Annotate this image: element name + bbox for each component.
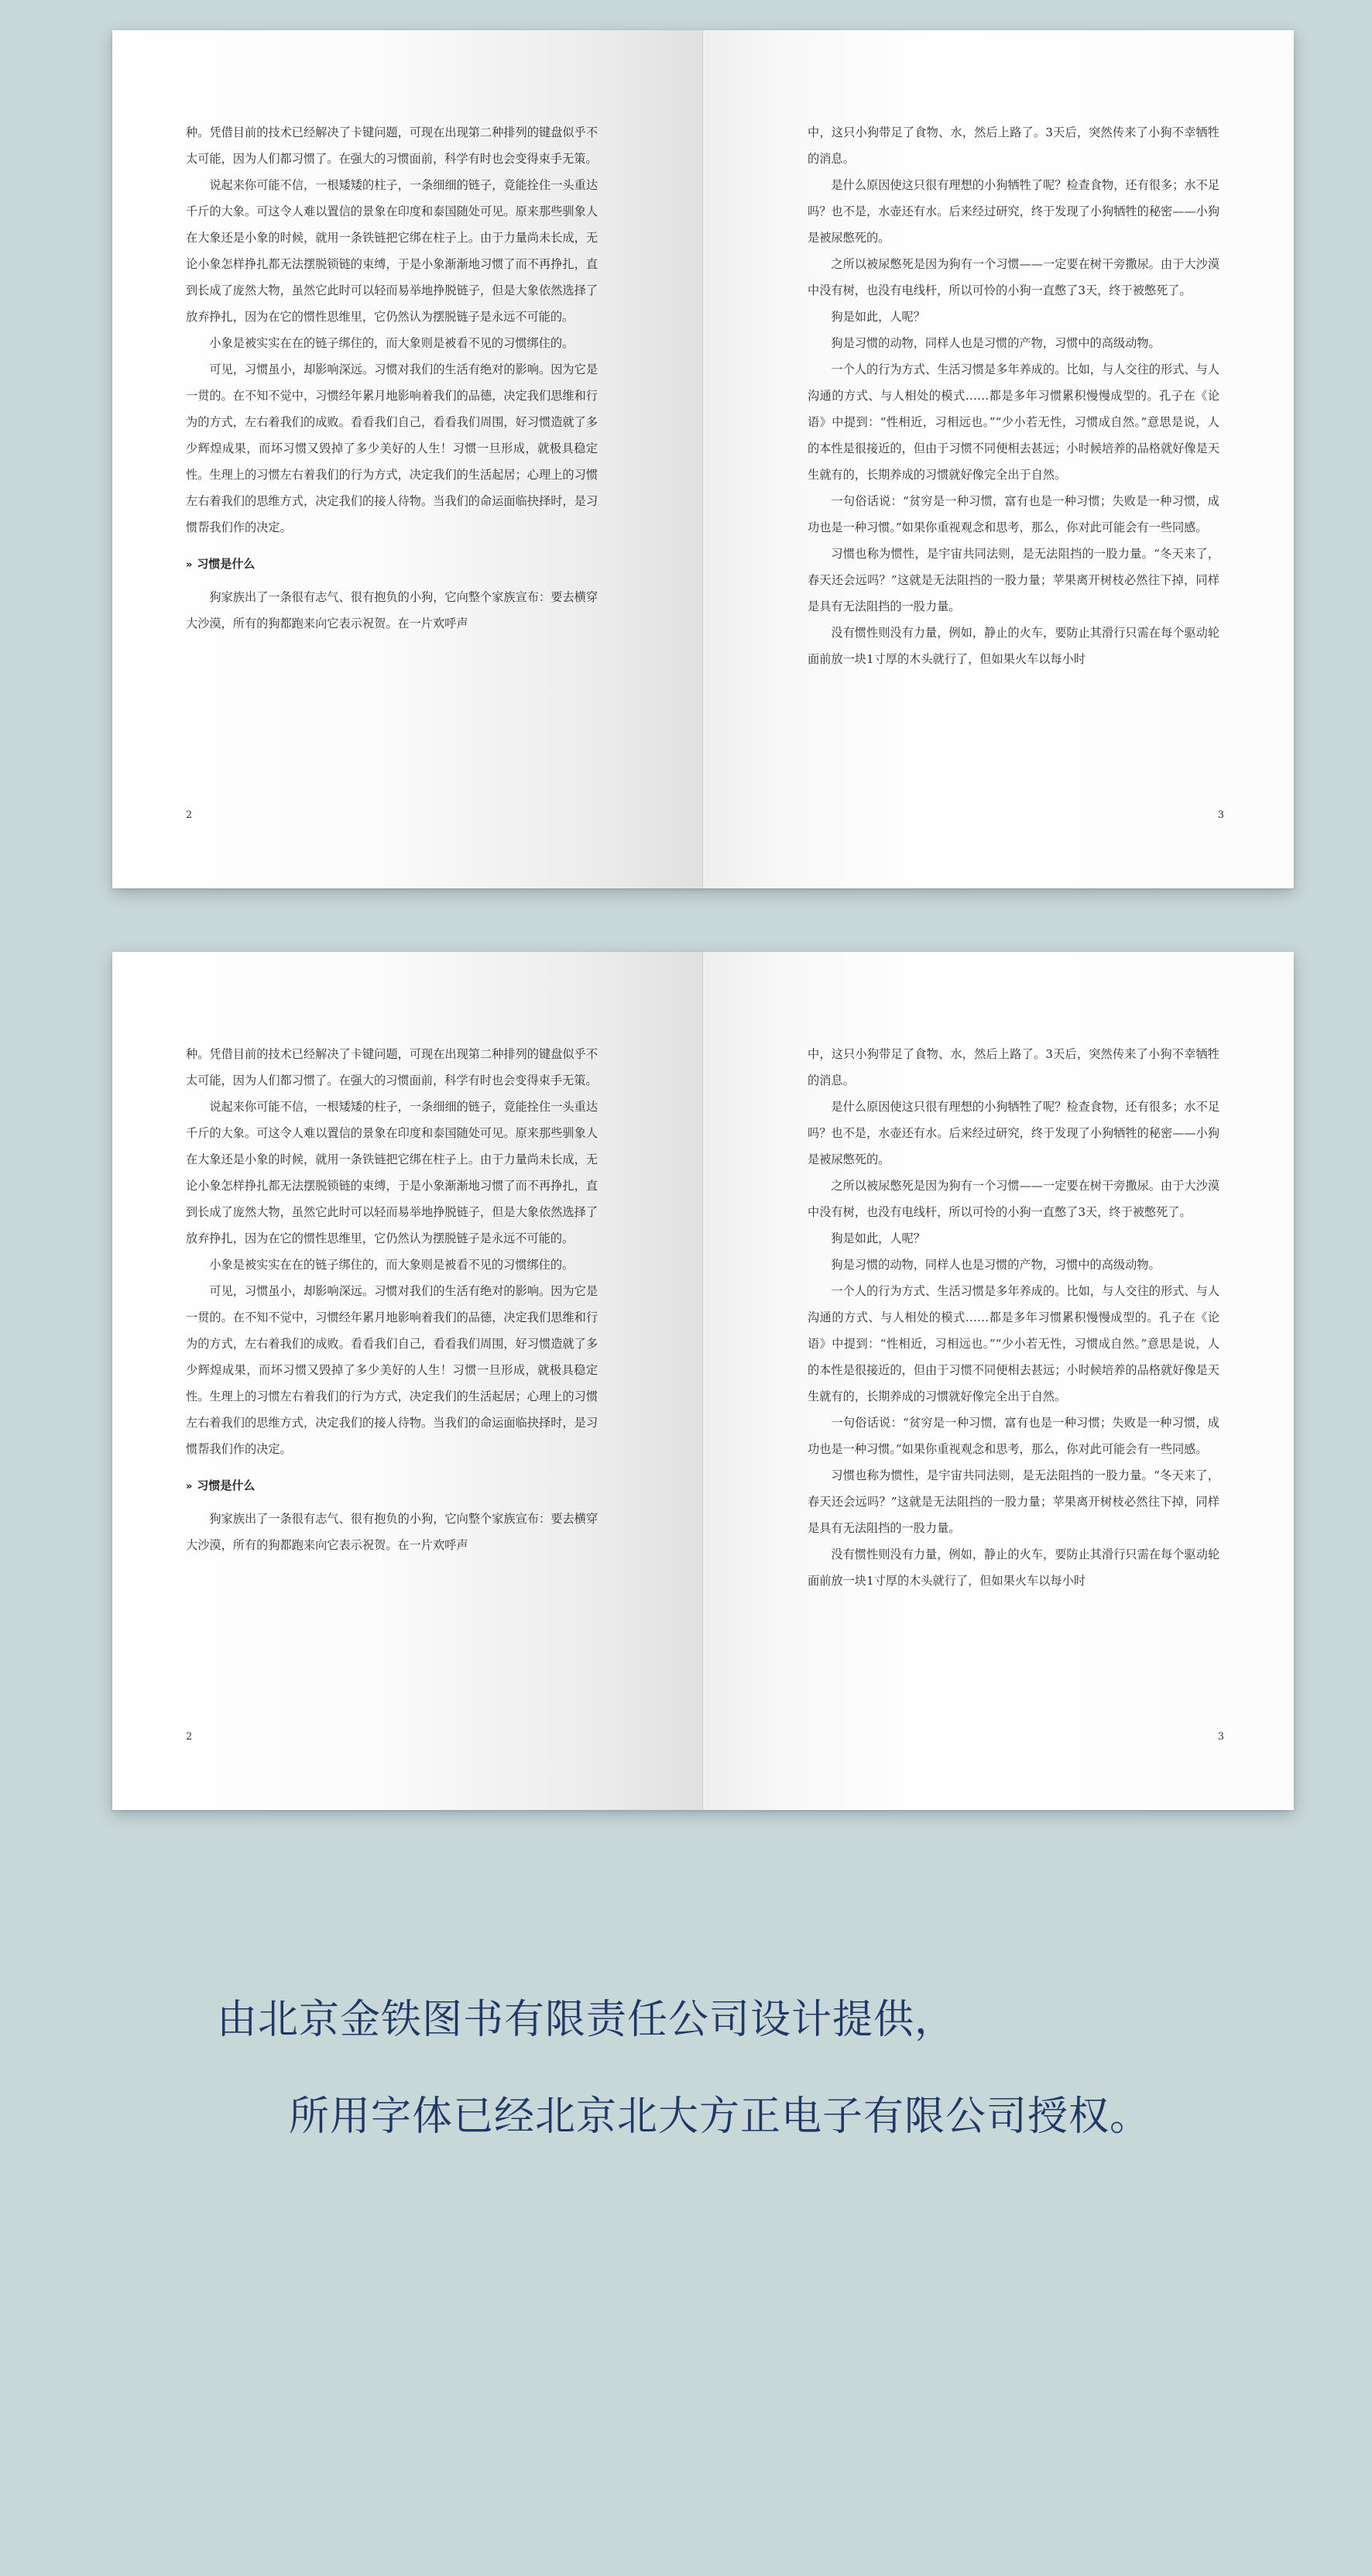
book-spread-top bbox=[112, 30, 1294, 888]
paragraph: 狗家族出了一条很有志气、很有抱负的小狗，它向整个家族宣布：要去横穿大沙漠，所有的狗都跑来向它表示祝贺。在一片欢呼声 bbox=[186, 590, 598, 630]
paragraph: 中，这只小狗带足了食物、水，然后上路了。3天后，突然传来了小狗不幸牺牲的消息。 bbox=[808, 1047, 1219, 1087]
left-page bbox=[112, 952, 703, 1810]
paragraph: 狗是如此，人呢？ bbox=[831, 1231, 925, 1245]
paragraph: 说起来你可能不信，一根矮矮的柱子，一条细细的链子，竟能拴住一头重达千斤的大象。可这令人难以置信的景象在印度和泰国随处可见。原来那些驯象人在大象还是小象的时候，就用一条铁链把它绑在柱子上。由于力量尚未长成，无论小象怎样挣扎都无法摆脱锁链的束缚，于是小象渐渐地习惯了而不再挣扎，直到长成了庞然大物，虽然它此时可以轻而易举地挣脱链子，但是大象依然选择了放弃挣扎，因为在它的惯性思维里，它仍然认为摆脱链子是永远不可能的。 bbox=[186, 1100, 598, 1245]
paragraph: 狗是如此，人呢？ bbox=[831, 310, 925, 324]
paragraph: 一个人的行为方式、生活习惯是多年养成的。比如，与人交往的形式、与人沟通的方式、与人相处的模式……都是多年习惯累积慢慢成型的。孔子在《论语》中提到：“性相近，习相远也。”“少小若无性，习惯成自然。”意思是说，人的本性是很接近的，但由于习惯不同便相去甚远；小时候培养的品格就好像是天生就有的，长期养成的习惯就好像完全出于自然。 bbox=[808, 1284, 1219, 1403]
paragraph: 小象是被实实在在的链子绑住的，而大象则是被看不见的习惯绑住的。 bbox=[209, 1258, 575, 1272]
paragraph: 没有惯性则没有力量，例如，静止的火车，要防止其滑行只需在每个驱动轮面前放一块1寸厚的木头就行了，但如果火车以每小时 bbox=[808, 1547, 1219, 1588]
paragraph: 一句俗话说：“贫穷是一种习惯，富有也是一种习惯；失败是一种习惯，成功也是一种习惯。”如果你重视观念和思考，那么，你对此可能会有一些同感。 bbox=[808, 1416, 1219, 1456]
paragraph: 一个人的行为方式、生活习惯是多年养成的。比如，与人交往的形式、与人沟通的方式、与人相处的模式……都是多年习惯累积慢慢成型的。孔子在《论语》中提到：“性相近，习相远也。”“少小若无性，习惯成自然。”意思是说，人的本性是很接近的，但由于习惯不同便相去甚远；小时候培养的品格就好像是天生就有的，长期养成的习惯就好像完全出于自然。 bbox=[808, 362, 1219, 482]
paragraph: 种。凭借目前的技术已经解决了卡键问题，可现在出现第二种排列的键盘似乎不太可能，因为人们都习惯了。在强大的习惯面前，科学有时也会变得束手无策。 bbox=[186, 1047, 598, 1087]
paragraph: 狗是习惯的动物，同样人也是习惯的产物，习惯中的高级动物。 bbox=[831, 336, 1161, 350]
right-page bbox=[703, 952, 1294, 1810]
paragraph: 是什么原因使这只很有理想的小狗牺牲了呢？检查食物，还有很多；水不足吗？也不是，水壶还有水。后来经过研究，终于发现了小狗牺牲的秘密——小狗是被尿憋死的。 bbox=[808, 178, 1219, 245]
paragraph: 小象是被实实在在的链子绑住的，而大象则是被看不见的习惯绑住的。 bbox=[209, 336, 575, 350]
right-page bbox=[703, 30, 1294, 888]
credit-font-license-line: 所用字体已经北京北大方正电子有限公司授权。 bbox=[289, 2093, 1151, 2140]
paragraph: 是什么原因使这只很有理想的小狗牺牲了呢？检查食物，还有很多；水不足吗？也不是，水壶还有水。后来经过研究，终于发现了小狗牺牲的秘密——小狗是被尿憋死的。 bbox=[808, 1100, 1219, 1166]
paragraph: 之所以被尿憋死是因为狗有一个习惯——一定要在树干旁撒尿。由于大沙漠中没有树，也没有电线杆，所以可怜的小狗一直憋了3天，终于被憋死了。 bbox=[808, 1179, 1219, 1219]
paragraph: 一句俗话说：“贫穷是一种习惯，富有也是一种习惯；失败是一种习惯，成功也是一种习惯。”如果你重视观念和思考，那么，你对此可能会有一些同感。 bbox=[808, 494, 1219, 534]
page-number: 2 bbox=[186, 1731, 193, 1743]
heading-marker-icon: » bbox=[186, 1481, 193, 1492]
paragraph: 可见，习惯虽小，却影响深远。习惯对我们的生活有绝对的影响。因为它是一贯的。在不知不觉中，习惯经年累月地影响着我们的品德，决定我们思维和行为的方式，左右着我们的成败。看看我们自己，看看我们周围，好习惯造就了多少辉煌成果，而坏习惯又毁掉了多少美好的人生！习惯一旦形成，就极具稳定性。生理上的习惯左右着我们的行为方式，决定我们的生活起居；心理上的习惯左右着我们的思维方式，决定我们的接人待物。当我们的命运面临抉择时，是习惯帮我们作的决定。 bbox=[186, 1284, 598, 1456]
book-spread-bottom bbox=[112, 952, 1294, 1810]
right-page-text bbox=[808, 119, 1219, 672]
page-number: 2 bbox=[186, 809, 193, 821]
paragraph: 没有惯性则没有力量，例如，静止的火车，要防止其滑行只需在每个驱动轮面前放一块1寸厚的木头就行了，但如果火车以每小时 bbox=[808, 626, 1219, 666]
left-page-text bbox=[186, 119, 598, 637]
left-page-text bbox=[186, 1041, 598, 1558]
heading-marker-icon: » bbox=[186, 559, 193, 571]
page-number: 3 bbox=[1217, 1731, 1224, 1743]
section-heading bbox=[186, 555, 598, 575]
paragraph: 种。凭借目前的技术已经解决了卡键问题，可现在出现第二种排列的键盘似乎不太可能，因为人们都习惯了。在强大的习惯面前，科学有时也会变得束手无策。 bbox=[186, 125, 598, 166]
section-heading-label: 习惯是什么 bbox=[197, 557, 256, 571]
paragraph: 中，这只小狗带足了食物、水，然后上路了。3天后，突然传来了小狗不幸牺牲的消息。 bbox=[808, 125, 1219, 166]
section-heading-label: 习惯是什么 bbox=[197, 1479, 256, 1492]
paragraph: 可见，习惯虽小，却影响深远。习惯对我们的生活有绝对的影响。因为它是一贯的。在不知不觉中，习惯经年累月地影响着我们的品德，决定我们思维和行为的方式，左右着我们的成败。看看我们自己，看看我们周围，好习惯造就了多少辉煌成果，而坏习惯又毁掉了多少美好的人生！习惯一旦形成，就极具稳定性。生理上的习惯左右着我们的行为方式，决定我们的生活起居；心理上的习惯左右着我们的思维方式，决定我们的接人待物。当我们的命运面临抉择时，是习惯帮我们作的决定。 bbox=[186, 362, 598, 534]
paragraph: 之所以被尿憋死是因为狗有一个习惯——一定要在树干旁撒尿。由于大沙漠中没有树，也没有电线杆，所以可怜的小狗一直憋了3天，终于被憋死了。 bbox=[808, 257, 1219, 297]
paragraph: 说起来你可能不信，一根矮矮的柱子，一条细细的链子，竟能拴住一头重达千斤的大象。可这令人难以置信的景象在印度和泰国随处可见。原来那些驯象人在大象还是小象的时候，就用一条铁链把它绑在柱子上。由于力量尚未长成，无论小象怎样挣扎都无法摆脱锁链的束缚，于是小象渐渐地习惯了而不再挣扎，直到长成了庞然大物，虽然它此时可以轻而易举地挣脱链子，但是大象依然选择了放弃挣扎，因为在它的惯性思维里，它仍然认为摆脱链子是永远不可能的。 bbox=[186, 178, 598, 324]
paragraph: 狗是习惯的动物，同样人也是习惯的产物，习惯中的高级动物。 bbox=[831, 1258, 1161, 1272]
left-page bbox=[112, 30, 703, 888]
right-page-text bbox=[808, 1041, 1219, 1594]
paragraph: 习惯也称为惯性，是宇宙共同法则，是无法阻挡的一股力量。“冬天来了，春天还会远吗？”这就是无法阻挡的一股力量；苹果离开树枝必然往下掉，同样是具有无法阻挡的一股力量。 bbox=[808, 547, 1219, 613]
paragraph: 狗家族出了一条很有志气、很有抱负的小狗，它向整个家族宣布：要去横穿大沙漠，所有的狗都跑来向它表示祝贺。在一片欢呼声 bbox=[186, 1512, 598, 1552]
section-heading bbox=[186, 1476, 598, 1496]
credit-designer-line: 由北京金铁图书有限责任公司设计提供， bbox=[217, 1997, 956, 2043]
paragraph: 习惯也称为惯性，是宇宙共同法则，是无法阻挡的一股力量。“冬天来了，春天还会远吗？”这就是无法阻挡的一股力量；苹果离开树枝必然往下掉，同样是具有无法阻挡的一股力量。 bbox=[808, 1468, 1219, 1535]
page-number: 3 bbox=[1217, 809, 1224, 821]
